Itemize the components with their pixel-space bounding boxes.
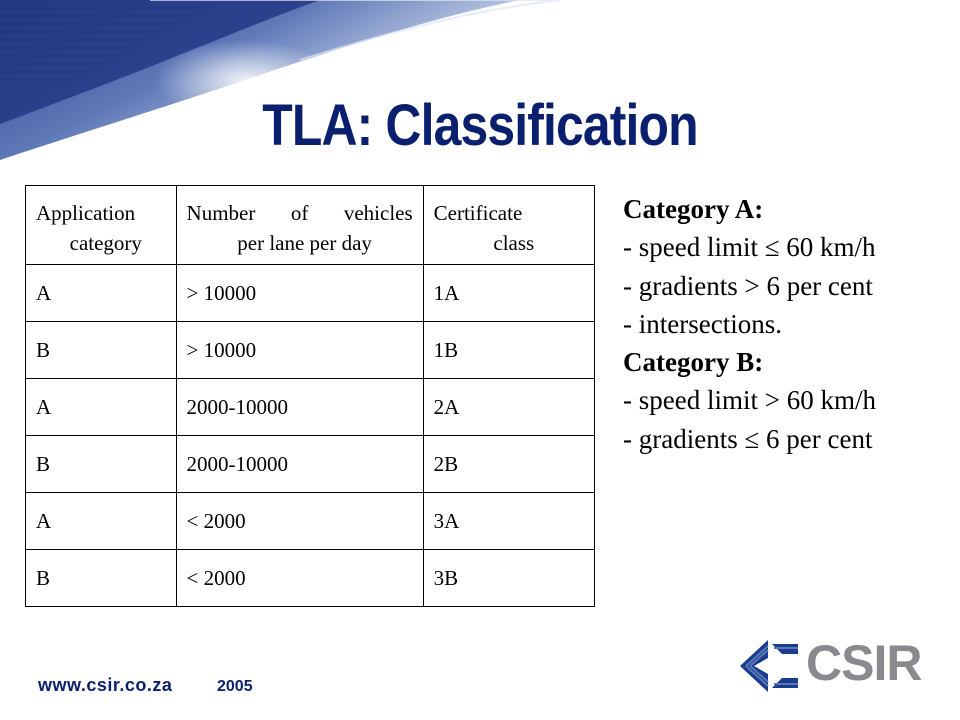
- cell-category: A: [26, 379, 177, 436]
- footer-year: 2005: [217, 678, 253, 695]
- cell-vehicles: > 10000: [176, 322, 423, 379]
- cell-class: 2A: [423, 379, 594, 436]
- csir-logo-text: CSIR: [806, 635, 922, 691]
- cell-category: A: [26, 265, 177, 322]
- header-line: per lane per day: [237, 231, 372, 255]
- table-row: [26, 550, 595, 607]
- cell-category: B: [26, 436, 177, 493]
- cell-vehicles: < 2000: [176, 550, 423, 607]
- cell-category: A: [26, 493, 177, 550]
- category-a-item: - gradients > 6 per cent: [623, 270, 873, 301]
- category-a-item: - intersections.: [623, 308, 782, 339]
- cell-vehicles: < 2000: [176, 493, 423, 550]
- category-notes: [623, 190, 953, 458]
- cell-class: 1B: [423, 322, 594, 379]
- cell-class: 2B: [423, 436, 594, 493]
- cell-vehicles: > 10000: [176, 265, 423, 322]
- category-a-heading: Category A:: [623, 194, 764, 224]
- cell-category: B: [26, 322, 177, 379]
- cell-class: 3B: [423, 550, 594, 607]
- header-vehicles-per-lane: [176, 186, 423, 265]
- table-row: [26, 265, 595, 322]
- category-b-heading: Category B:: [623, 347, 764, 378]
- table-header-row: [26, 186, 595, 265]
- header-certificate-class: [423, 186, 594, 265]
- category-b-item: - speed limit > 60 km/h: [623, 385, 876, 416]
- header-application-category: [26, 186, 177, 265]
- header-line: Certificate: [433, 201, 523, 225]
- table-row: [26, 322, 595, 379]
- classification-table: [25, 185, 595, 607]
- table-row: [26, 436, 595, 493]
- header-line: Application: [36, 201, 136, 225]
- header-line: Number of vehicles: [186, 201, 413, 225]
- slide-title: TLA: Classification: [262, 93, 698, 158]
- table-row: [26, 493, 595, 550]
- footer-website-link[interactable]: www.csir.co.za: [38, 675, 173, 695]
- cell-vehicles: 2000-10000: [176, 379, 423, 436]
- cell-class: 1A: [423, 265, 594, 322]
- cell-vehicles: 2000-10000: [176, 436, 423, 493]
- table-row: [26, 379, 595, 436]
- category-b-item: - gradients ≤ 6 per cent: [623, 423, 873, 454]
- category-a-item: - speed limit ≤ 60 km/h: [623, 232, 876, 263]
- header-line: class: [493, 231, 535, 255]
- cell-category: B: [26, 550, 177, 607]
- header-line: category: [69, 231, 142, 255]
- cell-class: 3A: [423, 493, 594, 550]
